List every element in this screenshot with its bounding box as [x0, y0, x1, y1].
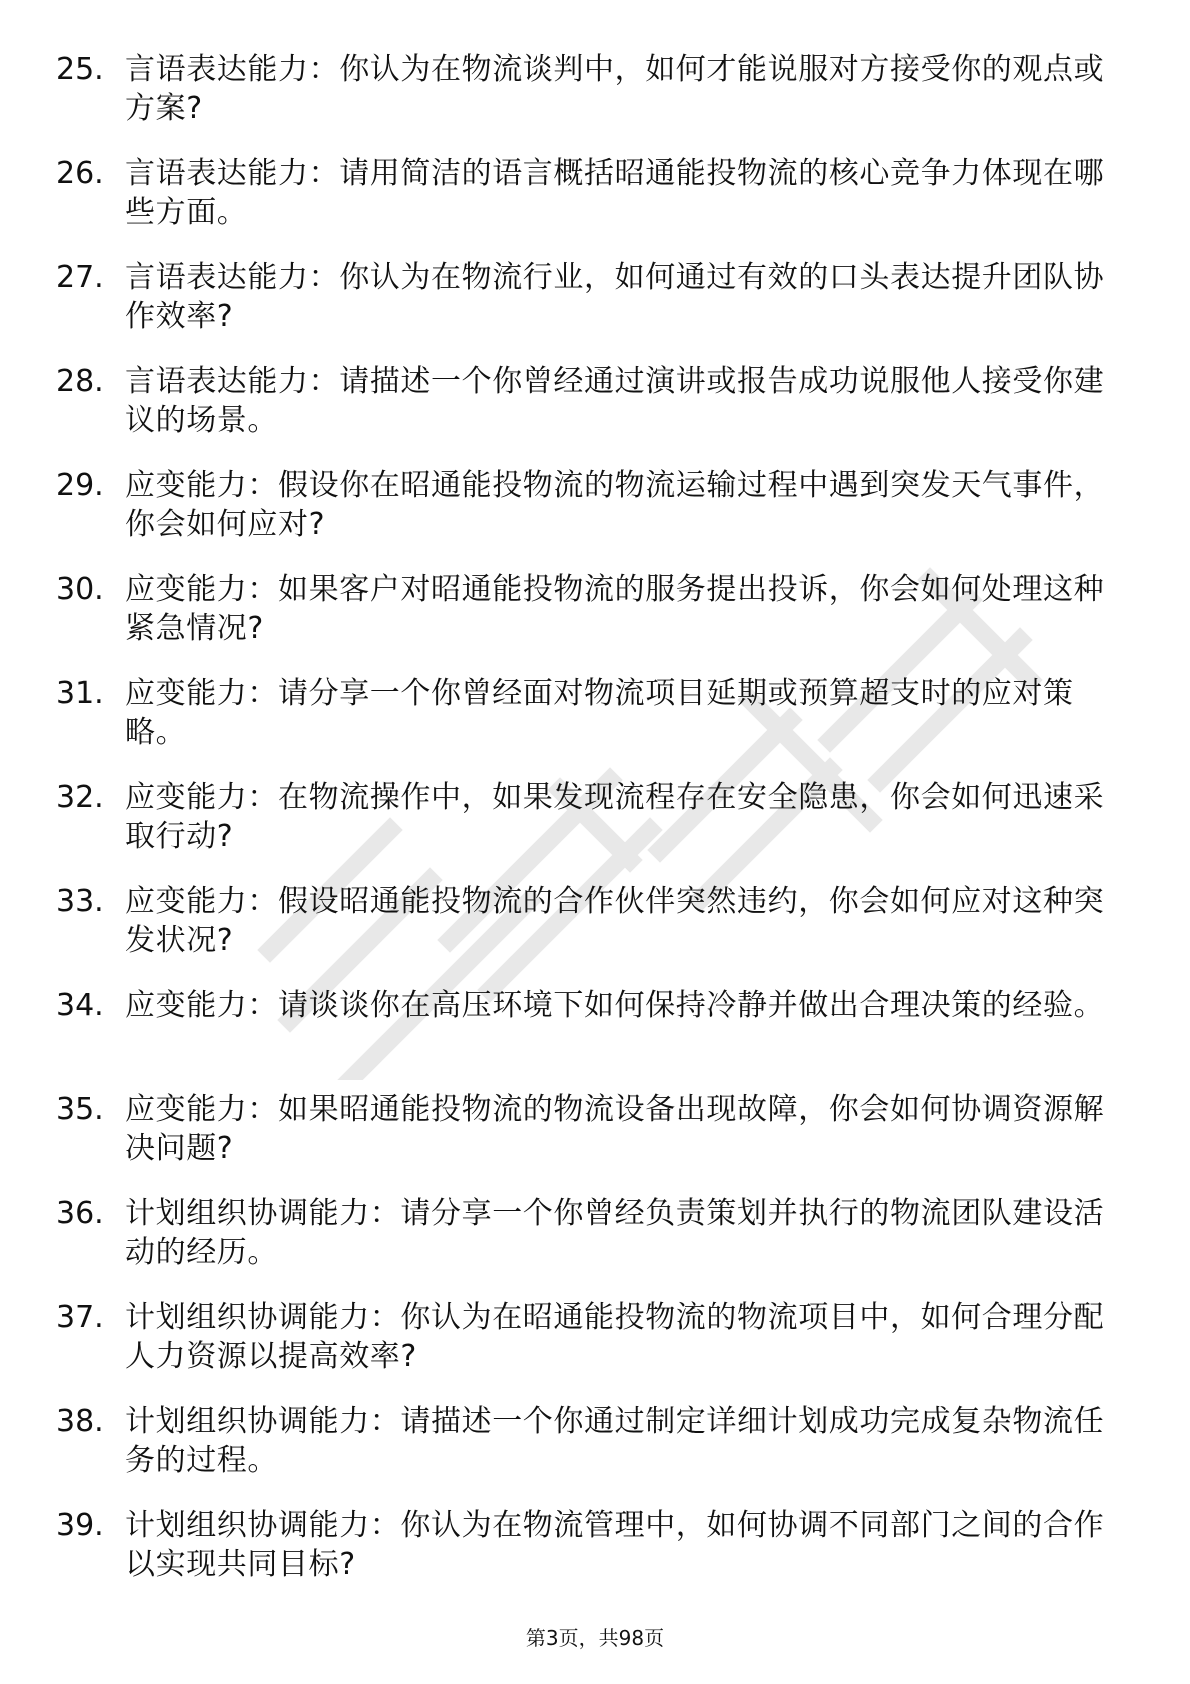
- question-number: 29.: [56, 468, 104, 503]
- page-number-label: 第3页，共98页: [525, 1626, 665, 1650]
- question-text: 言语表达能力：你认为在物流谈判中，如何才能说服对方接受你的观点或方案?: [125, 52, 1105, 126]
- question-text: 应变能力：在物流操作中，如果发现流程存在安全隐患，你会如何迅速采取行动?: [125, 780, 1105, 854]
- question-number: 26.: [56, 156, 104, 191]
- question-text: 计划组织协调能力：请描述一个你通过制定详细计划成功完成复杂物流任务的过程。: [125, 1404, 1105, 1478]
- question-item: [0, 466, 1190, 570]
- question-number: 34.: [56, 988, 104, 1023]
- question-item: [0, 1506, 1190, 1610]
- question-item: [0, 1402, 1190, 1506]
- question-number: 32.: [56, 780, 104, 815]
- question-item: [0, 570, 1190, 674]
- question-text: 应变能力：请谈谈你在高压环境下如何保持冷静并做出合理决策的经验。: [125, 988, 1105, 1023]
- question-item: [0, 778, 1190, 882]
- question-number: 31.: [56, 676, 104, 711]
- question-item: [0, 882, 1190, 986]
- question-item: [0, 154, 1190, 258]
- question-text: 言语表达能力：请用简洁的语言概括昭通能投物流的核心竞争力体现在哪些方面。: [125, 156, 1105, 230]
- question-number: 35.: [56, 1092, 104, 1127]
- question-item: [0, 362, 1190, 466]
- question-text: 言语表达能力：请描述一个你曾经通过演讲或报告成功说服他人接受你建议的场景。: [125, 364, 1105, 438]
- question-text: 应变能力：请分享一个你曾经面对物流项目延期或预算超支时的应对策略。: [125, 676, 1074, 750]
- question-text: 计划组织协调能力：请分享一个你曾经负责策划并执行的物流团队建设活动的经历。: [125, 1196, 1105, 1270]
- question-text: 应变能力：假设昭通能投物流的合作伙伴突然违约，你会如何应对这种突发状况?: [125, 884, 1105, 958]
- question-number: 30.: [56, 572, 104, 607]
- question-text: 应变能力：如果客户对昭通能投物流的服务提出投诉，你会如何处理这种紧急情况?: [125, 572, 1105, 646]
- question-number: 27.: [56, 260, 104, 295]
- question-list: [0, 50, 1190, 1610]
- question-text: 计划组织协调能力：你认为在物流管理中，如何协调不同部门之间的合作以实现共同目标?: [125, 1508, 1105, 1582]
- question-item: [0, 1194, 1190, 1298]
- question-number: 38.: [56, 1404, 104, 1439]
- question-number: 39.: [56, 1508, 104, 1543]
- question-text: 计划组织协调能力：你认为在昭通能投物流的物流项目中，如何合理分配人力资源以提高效率?: [125, 1300, 1105, 1374]
- question-text: 言语表达能力：你认为在物流行业，如何通过有效的口头表达提升团队协作效率?: [125, 260, 1105, 334]
- question-number: 28.: [56, 364, 104, 399]
- question-text: 应变能力：假设你在昭通能投物流的物流运输过程中遇到突发天气事件，你会如何应对?: [125, 468, 1105, 542]
- question-item: [0, 50, 1190, 154]
- question-item: [0, 1090, 1190, 1194]
- question-item: [0, 1298, 1190, 1402]
- question-number: 37.: [56, 1300, 104, 1335]
- question-number: 33.: [56, 884, 104, 919]
- question-item: [0, 986, 1190, 1090]
- question-number: 25.: [56, 52, 104, 87]
- page-footer: [0, 1625, 1190, 1651]
- question-number: 36.: [56, 1196, 104, 1231]
- question-item: [0, 674, 1190, 778]
- question-text: 应变能力：如果昭通能投物流的物流设备出现故障，你会如何协调资源解决问题?: [125, 1092, 1105, 1166]
- question-item: [0, 258, 1190, 362]
